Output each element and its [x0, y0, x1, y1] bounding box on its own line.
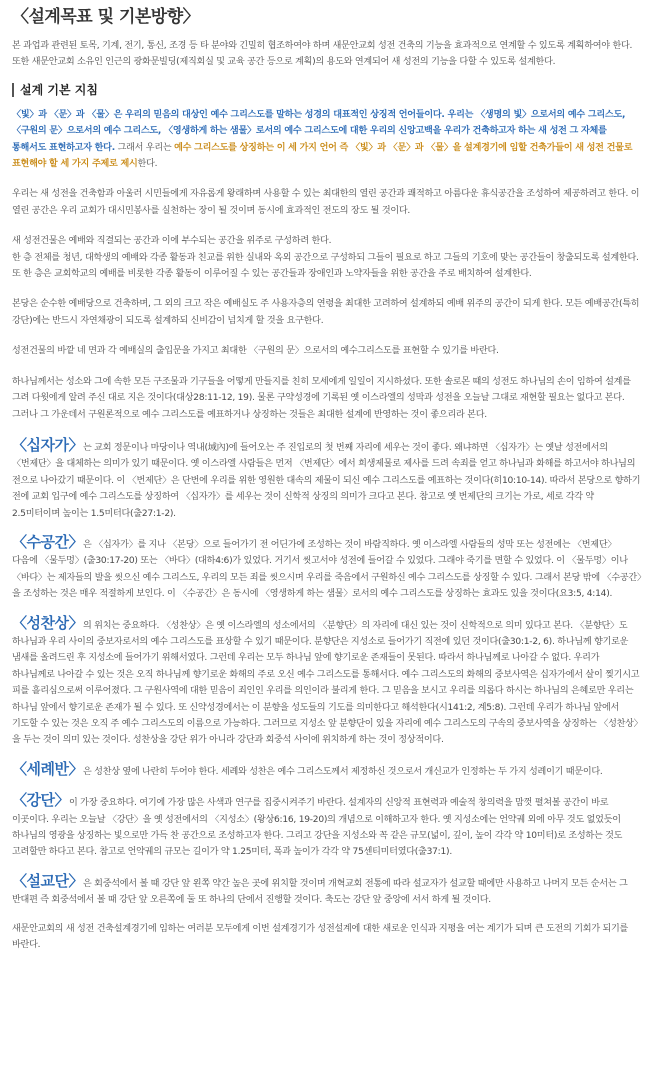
- principles-plain: 그래서 우리는: [114, 142, 175, 153]
- communion-table-paragraph: [12, 615, 642, 749]
- pulpit-text: 은 회중석에서 볼 때 강단 앞 왼쪽 약간 높은 곳에 위치할 것이며 개혁교회 전통에 따라 설교자가 설교할 때에만 사용하고 나머지 모든 순서는 그 반대편 즉 회중석에서 볼 때 강단 앞 오른쪽에 둘 또 하나의 단에서 진행할 것이다. 축도는 강단 앞 중앙에 서서 하게 될 것이다.: [12, 878, 628, 906]
- sanctuary-paragraph: 본당은 순수한 예배당으로 건축하며, 그 외의 크고 작은 예배실도 주 사용자층의 연령을 최대한 고려하여 설계하되 예배 위주의 공간이 되게 한다. 모든 예배공간(특히 강단)에는 반드시 자연채광이 되도록 설계하되 신비감이 넘치게 할 것을 요구한다.: [12, 299, 640, 326]
- chancel-keyword: 〈강단〉: [12, 791, 69, 810]
- space-composition-paragraph: [12, 233, 642, 282]
- gate-paragraph: 성전건물의 바깥 네 면과 각 예배실의 출입문을 가지고 최대한 〈구원의 문〉으로서의 예수그리스도를 표현할 수 있기를 바란다.: [12, 346, 499, 357]
- chancel-paragraph: [12, 792, 642, 861]
- communion-table-keyword: 〈성찬상〉: [12, 613, 83, 632]
- principles-highlight-blue: 〈빛〉과 〈문〉과 〈물〉은 우리의 믿음의 대상인 예수 그리스도를 말하는 성경의 대표적인 상징적 언어들이다. 우리는 〈생명의 빛〉으로서의 예수 그리스도, 〈구원의 문〉으로서의 예수 그리스도, 〈영생하게 하는 샘물〉로서의 예수 그리스도에 대한 우리의 신앙고백을 우리가 건축하고자 하는 새 성전 그 자체를 통해서도 표현하고자 한다.: [12, 109, 626, 153]
- principles-end: 한다.: [137, 159, 158, 170]
- closing-paragraph: 새문안교회의 새 성전 건축설계경기에 임하는 여러분 모두에게 이번 설계경기가 성전설계에 대한 새로운 인식과 지평을 여는 계기가 되며 큰 도전의 기회가 되기를 바란다.: [12, 923, 629, 951]
- baptismal-font-paragraph: [12, 761, 642, 780]
- space-composition-line-1: 새 성전건물은 예배와 직결되는 공간과 이에 부수되는 공간을 위주로 구성하려 한다.: [12, 236, 332, 247]
- water-space-keyword: 〈수공간〉: [12, 532, 83, 551]
- water-space-text: 은 〈십자가〉를 지나 〈본당〉으로 들어가기 전 어딘가에 조성하는 것이 바람직하다. 옛 이스라엘 사람들의 성막 또는 성전에는 〈번제단〉 다음에 〈물두멍〉(출30:17-20) 또는 〈바다〉(대하4:6)가 있었다. 거기서 씻고서야 성전에 들어갈 수 있었다. 그래야 죽기를 면할 수 있었다. 이 〈물두멍〉이나 〈바다〉는 제자들의 발을 씻으신 예수 그리스도, 우리의 모든 죄를 씻으시며 우리를 죽음에서 구원하신 예수 그리스도를 상징할 수 있다. 그래서 본당 밖에 〈수공간〉을 조성하는 것은 매우 적절하게 보인다. 이 〈수공간〉은 동시에 〈영생하게 하는 샘물〉로서의 예수 그리스도를 상징하는 효과도 있을 것이다(요3:5, 4:14).: [12, 539, 642, 600]
- chancel-text: 이 가장 중요하다. 여기에 가장 많은 사색과 연구를 집중시켜주기 바란다. 설계자의 신앙적 표현력과 예술적 창의력을 맘껏 펼쳐볼 공간이 바로 이곳이다. 우리는 오늘날 〈강단〉을 옛 성전에서의 〈지성소〉(왕상6:16, 19-20)의 개념으로 이해하고자 한다. 옛 지성소에는 언약궤 외에 아무 것도 없었듯이 하나님의 영광을 상징하는 빛으로만 가득 찬 공간으로 조성하고자 한다. 그리고 강단을 지성소와 꼭 같은 규모(넓이, 깊이, 높이 각각 약 10미터)로 조성하는 것도 고려할만 하다고 본다. 참고로 언약궤의 규모는 길이가 약 1.25미터, 폭과 높이가 각각 약 75센티미터였다(출37:1).: [12, 798, 623, 858]
- cross-text: 는 교회 정문이나 마당이나 역내(域內)에 들어오는 주 진입로의 첫 번째 자리에 세우는 것이 좋다. 왜냐하면 〈십자가〉는 옛날 성전에서의 〈번제단〉을 대체하는 의미가 있기 때문이다. 옛 이스라엘 사람들은 먼저 〈번제단〉에서 희생제물로 제사를 드려 속죄를 얻고 하나님과 화해를 하고서야 하나님의 전으로 나아갔기 때문이다. 이 〈번제단〉은 단번에 우리를 위한 영원한 대속의 제물이 되신 예수 그리스도를 예표하는 것이다(히10:10-14). 따라서 본당으로 향하기 전에 교회 입구에 예수 그리스도를 상징하여 〈십자가〉를 세우는 것이 신학적 상징의 의미가 크다고 본다. 참고로 옛 번제단의 크기는 가로, 세로 각각 약 2.5미터이며 높이는 1.5미터다(출27:1-2).: [12, 442, 641, 519]
- baptismal-font-keyword: 〈세례반〉: [12, 759, 83, 778]
- principles-highlight-orange: 예수 그리스도를 상징하는 이 세 가지 언어 즉 〈빛〉과 〈문〉과 〈물〉을 설계경기에 임할 건축가들이 새 성전 건물로 표현해야 할 세 가지 주제로 제시: [12, 142, 633, 170]
- principles-paragraph: [12, 107, 642, 173]
- communion-table-text: 의 위치는 중요하다. 〈성찬상〉은 옛 이스라엘의 성소에서의 〈분향단〉의 자리에 대신 있는 것이 신학적으로 의미 있다고 본다. 〈분향단〉도 하나님과 우리 사이의 중보자로서의 예수 그리스도를 표상할 수 있기 때문이다. 분향단은 지성소로 들어가기 직전에 있던 것이다(출30:1-2, 6). 하나님께 향기로운 냄새를 올려드린 후 지성소에 들어가기 위해서였다. 그런데 우리는 모두 하나님 앞에 향기로운 존재들이 못된다. 따라서 하나님께로 나아갈 수 없다. 우리가 하나님께로 나아갈 수 있는 것은 오직 하나님께 향기로운 화해의 주로 오신 예수 그리스도를 통해서다. 예수 그리스도의 화해의 중보사역은 십자가에서 살이 찢기시고 피를 흘리심으로써 이루어졌다. 그 구원사역에 대한 믿음이 죄인인 우리를 의인이라 불리게 한다. 그 믿음을 보시고 우리를 의롭다 하시는 하나님의 은혜로만 우리는 하나님 앞에서 향기로운 존재가 될 수 있다. 또 신약성경에서는 이 분향을 성도들의 기도를 의미한다고 해석한다(시141:2, 계5:8). 그런데 우리가 하나님 앞에서 기도할 수 있는 것은 오직 주 예수 그리스도의 이름으로 가능하다. 그러므로 지성소 앞 분향단이 있을 자리에 예수 그리스도의 구속의 중보사역을 상징하는 〈성찬상〉을 두는 것이 의미 있는 것이다. 성찬상을 강단 위가 아니라 강단과 회중석 사이에 위치하게 하는 것이 정상적이다.: [12, 620, 640, 746]
- cross-paragraph: [12, 437, 642, 522]
- pulpit-paragraph: [12, 873, 642, 909]
- page-title: 〈설계목표 및 기본방향〉: [12, 7, 200, 27]
- water-space-paragraph: [12, 534, 642, 603]
- intro-paragraph: 본 과업과 관련된 토목, 기계, 전기, 통신, 조경 등 타 분야와 긴밀히 협조하여야 하며 새문안교회 성전 건축의 기능을 효과적으로 연계할 수 있도록 계획하여야 한다. 또한 새문안교회 소유인 인근의 광화문빌딩(제직회실 및 교육 공간 등으로 계획)의 용도와 연계되어 새 성전의 기능을 다할 수 있도록 설계한다.: [12, 41, 633, 68]
- space-composition-line-3: 또 한 층은 교회학교의 예배를 비롯한 각종 활동이 이루어질 수 있는 공간들과 장애인과 노약자들을 위한 공간을 주로 배치하여 설계한다.: [12, 269, 532, 280]
- pulpit-keyword: 〈설교단〉: [12, 871, 83, 890]
- space-composition-line-2: 한 층 전체를 청년, 대학생의 예배와 각종 활동과 친교를 위한 실내와 옥외 공간으로 구성하되 그들이 필요로 하고 그들의 기호에 맞는 공간들이 창출되도록 설계한다.: [12, 252, 639, 263]
- cross-keyword: 〈십자가〉: [12, 435, 83, 454]
- baptismal-font-text: 은 성찬상 옆에 나란히 두어야 한다. 세례와 성찬은 예수 그리스도께서 제정하신 것으로서 개신교가 인정하는 두 가지 성례이기 때문이다.: [82, 766, 603, 777]
- open-space-paragraph: 우리는 새 성전을 건축함과 아울러 시민들에게 자유롭게 왕래하며 사용할 수 있는 최대한의 열린 공간과 쾌적하고 아름다운 휴식공간을 조성하여 제공하려고 한다. 이 열린 공간은 우리 교회가 대시민봉사를 실천하는 장이 될 것이며 동시에 효과적인 전도의 장도 될 것이다.: [12, 189, 640, 216]
- section-heading: 설계 기본 지침: [12, 83, 642, 97]
- tabernacle-paragraph: 하나님께서는 성소와 그에 속한 모든 구조물과 기구들을 어떻게 만들지를 친히 모세에게 일일이 지시하셨다. 또한 솔로몬 때의 성전도 하나님의 손이 임하여 설계를 그려 다윗에게 알려 주신 대로 지은 것이다(대상28:11-12, 19). 물론 구약성경에 기록된 옛 이스라엘의 성막과 성전을 오늘날 그대로 재현할 필요는 없다고 본다. 그러나 그 가운데서 구원론적으로 예수 그리스도를 예표하거나 상징하는 것들은 최대한 설계에 반영하는 것이 좋으리라 본다.: [12, 376, 631, 420]
